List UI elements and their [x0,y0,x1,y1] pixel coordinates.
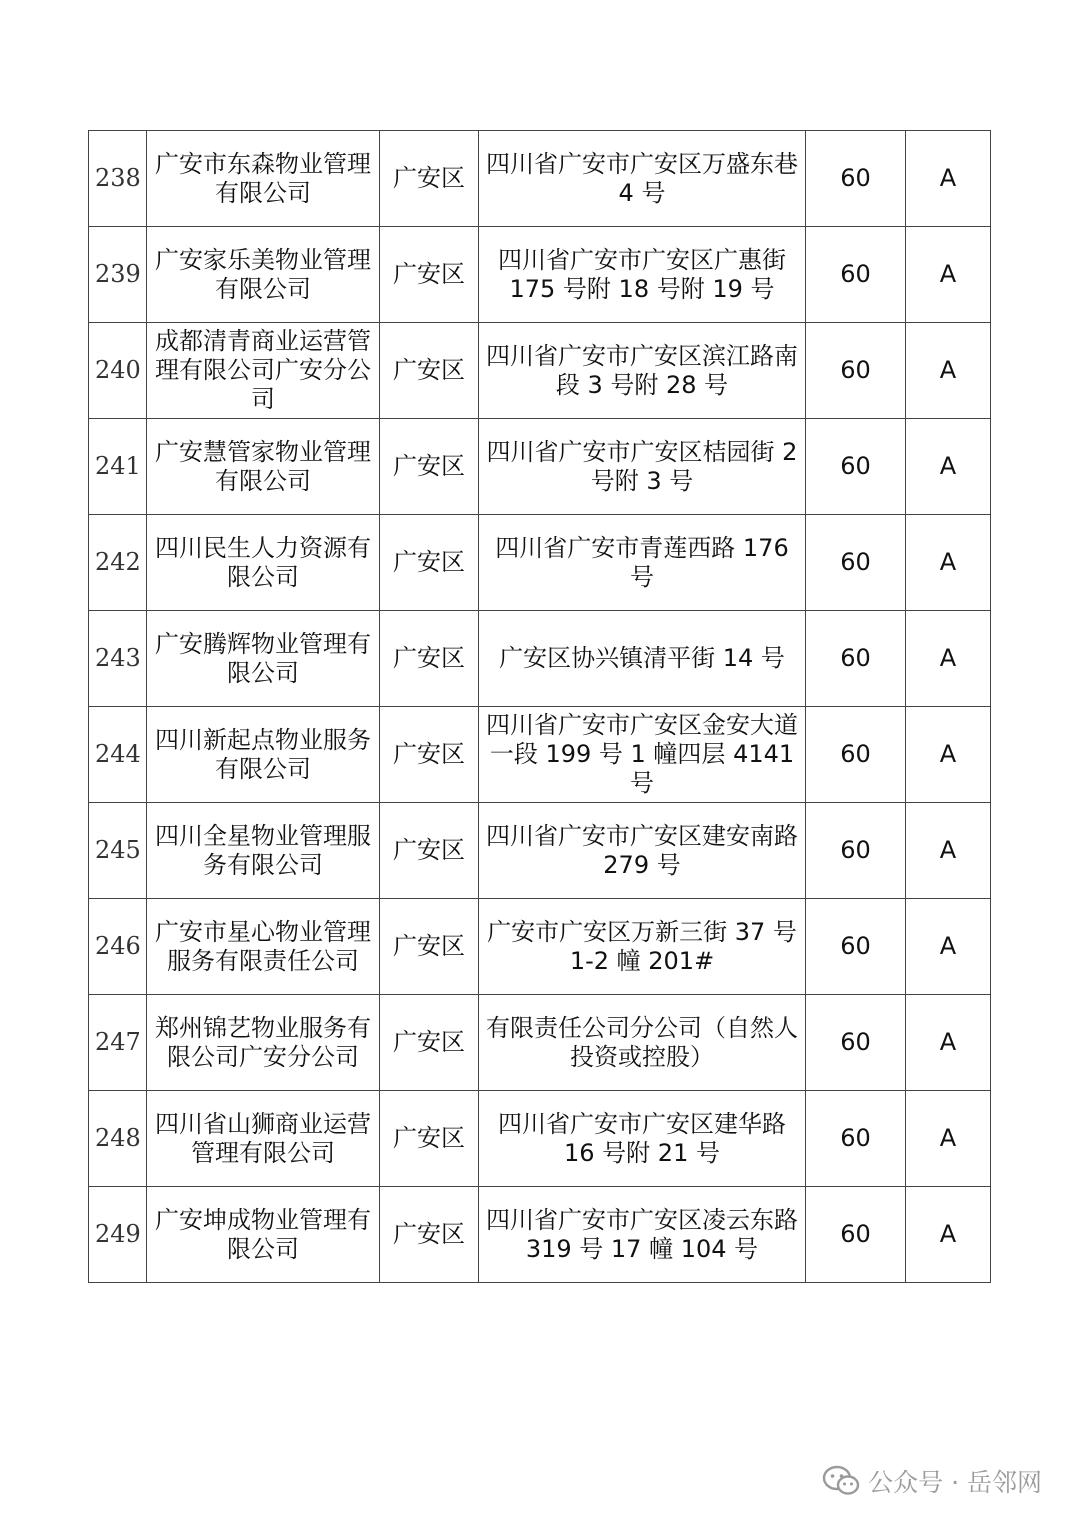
table-row [89,707,991,803]
wechat-icon [822,1465,860,1497]
score-cell: 60 [806,1091,906,1187]
table-row [89,611,991,707]
address-cell: 广安市广安区万新三街 37 号 1-2 幢 201# [479,899,806,995]
grade-cell: A [906,707,991,803]
row-number-cell: 243 [89,611,147,707]
company-name-cell: 广安腾辉物业管理有限公司 [147,611,380,707]
score-cell: 60 [806,131,906,227]
district-cell: 广安区 [380,899,479,995]
company-name-cell: 广安家乐美物业管理有限公司 [147,227,380,323]
row-number-cell: 238 [89,131,147,227]
row-number-cell: 249 [89,1187,147,1283]
district-cell: 广安区 [380,995,479,1091]
address-cell: 四川省广安市广安区建华路 16 号附 21 号 [479,1091,806,1187]
records-table [88,130,991,1283]
district-cell: 广安区 [380,515,479,611]
grade-cell: A [906,1187,991,1283]
company-name-cell: 郑州锦艺物业服务有限公司广安分公司 [147,995,380,1091]
district-cell: 广安区 [380,707,479,803]
grade-cell: A [906,899,991,995]
row-number-cell: 246 [89,899,147,995]
address-cell: 广安区协兴镇清平街 14 号 [479,611,806,707]
address-cell: 四川省广安市广安区建安南路 279 号 [479,803,806,899]
district-cell: 广安区 [380,1091,479,1187]
district-cell: 广安区 [380,131,479,227]
score-cell: 60 [806,611,906,707]
table-row [89,515,991,611]
district-cell: 广安区 [380,803,479,899]
district-cell: 广安区 [380,323,479,419]
row-number-cell: 240 [89,323,147,419]
grade-cell: A [906,611,991,707]
row-number-cell: 241 [89,419,147,515]
address-cell: 四川省广安市广安区广惠街 175 号附 18 号附 19 号 [479,227,806,323]
address-cell: 四川省广安市广安区滨江路南段 3 号附 28 号 [479,323,806,419]
grade-cell: A [906,323,991,419]
table-row [89,1091,991,1187]
grade-cell: A [906,419,991,515]
district-cell: 广安区 [380,227,479,323]
company-name-cell: 四川省山狮商业运营管理有限公司 [147,1091,380,1187]
watermark [822,1463,1042,1499]
watermark-text: 公众号 · 岳邻网 [868,1468,1042,1497]
company-name-cell: 广安坤成物业管理有限公司 [147,1187,380,1283]
score-cell: 60 [806,707,906,803]
score-cell: 60 [806,227,906,323]
table-row [89,131,991,227]
score-cell: 60 [806,995,906,1091]
district-cell: 广安区 [380,1187,479,1283]
grade-cell: A [906,227,991,323]
row-number-cell: 245 [89,803,147,899]
grade-cell: A [906,131,991,227]
company-name-cell: 成都清青商业运营管理有限公司广安分公司 [147,323,380,419]
row-number-cell: 244 [89,707,147,803]
row-number-cell: 239 [89,227,147,323]
district-cell: 广安区 [380,611,479,707]
company-name-cell: 广安市星心物业管理服务有限责任公司 [147,899,380,995]
score-cell: 60 [806,899,906,995]
address-cell: 四川省广安市广安区金安大道一段 199 号 1 幢四层 4141 号 [479,707,806,803]
row-number-cell: 248 [89,1091,147,1187]
table-row [89,323,991,419]
table-row [89,995,991,1091]
grade-cell: A [906,1091,991,1187]
company-name-cell: 四川全星物业管理服务有限公司 [147,803,380,899]
score-cell: 60 [806,323,906,419]
table-body [89,131,991,1283]
table-row [89,899,991,995]
grade-cell: A [906,515,991,611]
company-name-cell: 四川民生人力资源有限公司 [147,515,380,611]
district-cell: 广安区 [380,419,479,515]
address-cell: 四川省广安市广安区万盛东巷 4 号 [479,131,806,227]
address-cell: 四川省广安市广安区凌云东路 319 号 17 幢 104 号 [479,1187,806,1283]
score-cell: 60 [806,515,906,611]
table-row [89,1187,991,1283]
table-row [89,419,991,515]
table-row [89,803,991,899]
company-name-cell: 广安慧管家物业管理有限公司 [147,419,380,515]
score-cell: 60 [806,419,906,515]
address-cell: 四川省广安市广安区桔园街 2 号附 3 号 [479,419,806,515]
score-cell: 60 [806,1187,906,1283]
address-cell: 四川省广安市青莲西路 176 号 [479,515,806,611]
address-cell: 有限责任公司分公司（自然人投资或控股） [479,995,806,1091]
score-cell: 60 [806,803,906,899]
row-number-cell: 247 [89,995,147,1091]
grade-cell: A [906,803,991,899]
row-number-cell: 242 [89,515,147,611]
grade-cell: A [906,995,991,1091]
table-row [89,227,991,323]
company-name-cell: 四川新起点物业服务有限公司 [147,707,380,803]
company-name-cell: 广安市东森物业管理有限公司 [147,131,380,227]
